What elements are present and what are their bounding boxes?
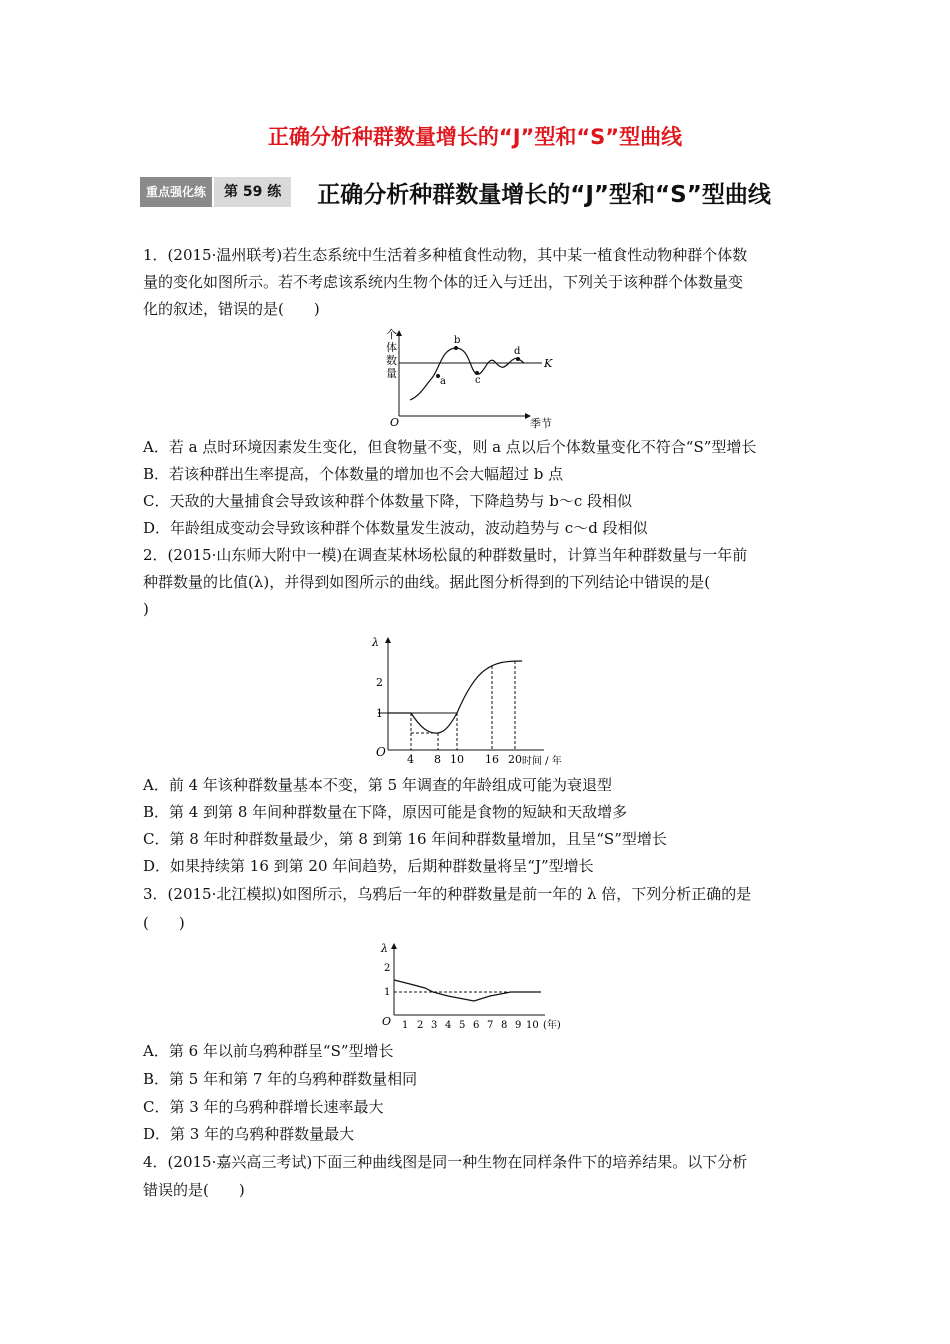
q3-option-d: D．第 3 年的乌鸦种群数量最大 bbox=[143, 1125, 355, 1143]
q3-figure bbox=[373, 940, 573, 1032]
page-title: 正确分析种群数量增长的“J”型和“S”型曲线 bbox=[267, 125, 683, 149]
q2-xtick-20: 20 bbox=[508, 753, 522, 766]
q1-xlabel: 季节 bbox=[530, 417, 552, 430]
q3-xtick-3: 3 bbox=[431, 1020, 438, 1031]
q3-origin: O bbox=[382, 1015, 392, 1028]
q3-ylabel: λ bbox=[381, 942, 388, 955]
q2-option-a: A．前 4 年该种群数量基本不变，第 5 年调查的年龄组成可能为衰退型 bbox=[143, 776, 612, 794]
q1-k-label: K bbox=[544, 357, 553, 370]
q3-line-2: ( ) bbox=[143, 914, 185, 932]
q2-option-c: C．第 8 年时种群数量最少，第 8 到第 16 年间种群数量增加，且呈“S”型增长 bbox=[143, 830, 667, 848]
q3-ytick-2: 2 bbox=[384, 963, 391, 974]
q1-point-b: b bbox=[454, 335, 461, 346]
q1-point-a: a bbox=[440, 376, 446, 387]
q3-option-b: B．第 5 年和第 7 年的乌鸦种群数量相同 bbox=[143, 1070, 418, 1088]
q1-line-1: 1．(2015·温州联考)若生态系统中生活着多种植食性动物，其中某一植食性动物种群个体数 bbox=[143, 246, 748, 264]
q2-line-1: 2．(2015·山东师大附中一模)在调查某林场松鼠的种群数量时，计算当年种群数量与一年前 bbox=[143, 546, 748, 564]
q1-point-c: c bbox=[475, 375, 481, 386]
q3-xtick-1: 1 bbox=[402, 1020, 409, 1031]
q1-line-2: 量的变化如图所示。若不考虑该系统内生物个体的迁入与迁出，下列关于该种群个体数量变 bbox=[143, 273, 744, 291]
q1-ylabel-1: 个 bbox=[386, 328, 397, 341]
q2-xtick-4: 4 bbox=[407, 753, 414, 766]
banner-tag: 重点强化练 bbox=[140, 177, 212, 207]
q3-xtick-5: 5 bbox=[459, 1020, 466, 1031]
q2-xlabel: 时间 / 年 bbox=[522, 756, 562, 767]
q2-xtick-10: 10 bbox=[450, 753, 464, 766]
q2-option-d: D．如果持续第 16 到第 20 年间趋势，后期种群数量将呈“J”型增长 bbox=[143, 857, 594, 875]
q3-option-c: C．第 3 年的乌鸦种群增长速率最大 bbox=[143, 1098, 384, 1116]
q1-option-d: D．年龄组成变动会导致该种群个体数量发生波动，波动趋势与 c～d 段相似 bbox=[143, 519, 648, 537]
q2-ytick-2: 2 bbox=[376, 676, 383, 689]
section-banner bbox=[140, 174, 771, 210]
q1-line-3: 化的叙述，错误的是( ) bbox=[143, 300, 320, 318]
q3-xtick-2: 2 bbox=[417, 1020, 424, 1031]
q2-ylabel: λ bbox=[372, 636, 379, 649]
banner-heading: 正确分析种群数量增长的“J”型和“S”型曲线 bbox=[317, 181, 771, 208]
q1-figure bbox=[380, 328, 560, 430]
q2-origin: O bbox=[376, 745, 386, 759]
q4-line-1: 4．(2015·嘉兴高三考试)下面三种曲线图是同一种生物在同样条件下的培养结果。以下分析 bbox=[143, 1153, 748, 1171]
q3-line-1: 3．(2015·北江模拟)如图所示，乌鸦后一年的种群数量是前一年的 λ 倍，下列分析正确的是 bbox=[143, 885, 752, 903]
q2-option-b: B．第 4 到第 8 年间种群数量在下降，原因可能是食物的短缺和天敌增多 bbox=[143, 803, 628, 821]
q2-line-3: ) bbox=[143, 600, 149, 618]
q1-option-a: A．若 a 点时环境因素发生变化，但食物量不变，则 a 点以后个体数量变化不符合“S”型增长 bbox=[143, 438, 757, 456]
q2-xtick-8: 8 bbox=[434, 753, 441, 766]
q1-option-b: B．若该种群出生率提高，个体数量的增加也不会大幅超过 b 点 bbox=[143, 465, 564, 483]
q1-option-c: C．天敌的大量捕食会导致该种群个体数量下降，下降趋势与 b～c 段相似 bbox=[143, 492, 633, 510]
q3-xtick-10: 10 bbox=[526, 1020, 539, 1031]
q1-ylabel-3: 数 bbox=[386, 354, 397, 367]
q3-xtick-8: 8 bbox=[501, 1020, 508, 1031]
q2-line-2: 种群数量的比值(λ)，并得到如图所示的曲线。据此图分析得到的下列结论中错误的是( bbox=[143, 573, 711, 591]
q3-ytick-1: 1 bbox=[384, 987, 391, 998]
q1-point-d: d bbox=[514, 346, 521, 357]
q4-line-2: 错误的是( ) bbox=[143, 1181, 245, 1199]
q2-xtick-16: 16 bbox=[485, 753, 499, 766]
banner-number: 第 59 练 bbox=[214, 177, 291, 207]
q3-xtick-9: 9 bbox=[515, 1020, 522, 1031]
q1-ylabel-2: 体 bbox=[386, 341, 397, 354]
q2-figure bbox=[370, 632, 590, 770]
q3-xunit: (年) bbox=[543, 1020, 561, 1031]
q3-option-a: A．第 6 年以前乌鸦种群呈“S”型增长 bbox=[143, 1042, 394, 1060]
q3-xtick-7: 7 bbox=[487, 1020, 494, 1031]
q3-xtick-6: 6 bbox=[473, 1020, 480, 1031]
q1-origin: O bbox=[390, 416, 400, 429]
q1-ylabel-4: 量 bbox=[386, 367, 397, 380]
q3-xtick-4: 4 bbox=[445, 1020, 452, 1031]
q2-ytick-1: 1 bbox=[376, 707, 383, 720]
